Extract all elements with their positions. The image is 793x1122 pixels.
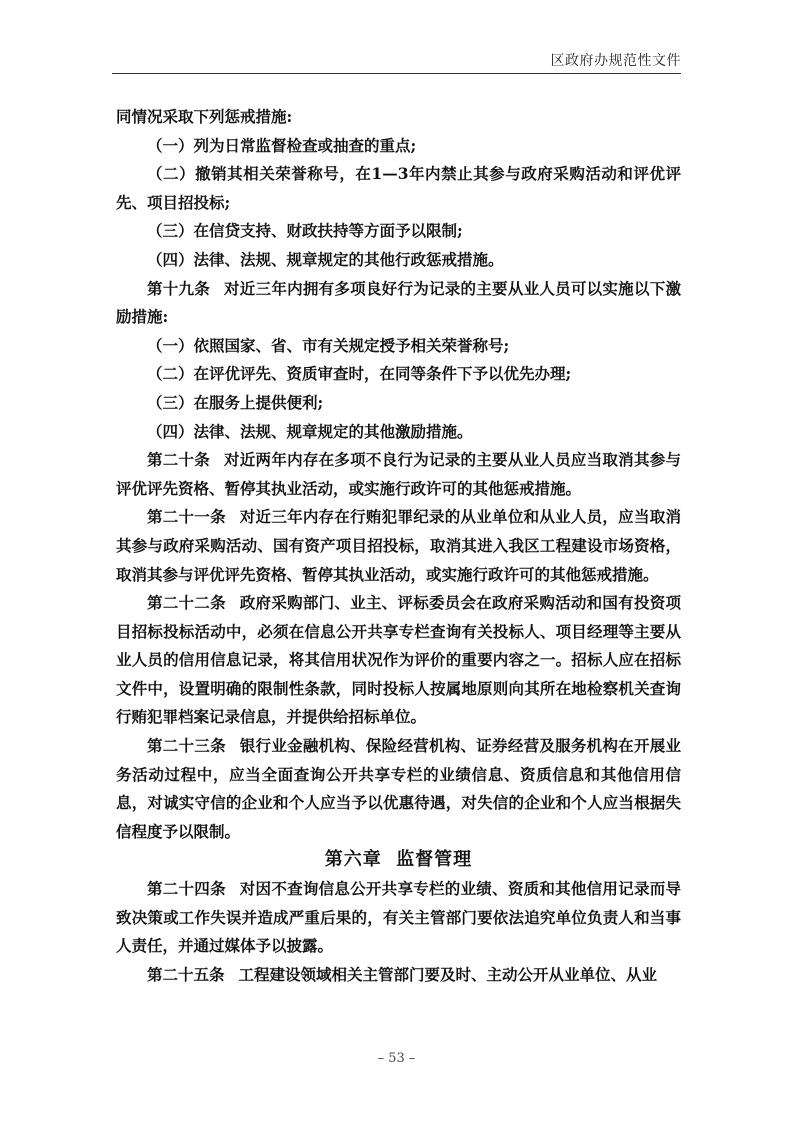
article-paragraph (116, 875, 681, 961)
paragraph-text: （二）在评优评先、资质审查时，在同等条件下予以优先办理; (147, 364, 572, 384)
page-number: – 53 – (377, 1051, 416, 1066)
paragraph-text: （一）依照国家、省、市有关规定授予相关荣誉称号; (147, 335, 510, 355)
paragraph-text: 对近三年内存在行贿犯罪纪录的从业单位和从业人员，应当取消其参与政府采购活动、国有资产项目招投标，取消其进入我区工程建设市场资格，取消其参与评优评先资格、暂停其执业活动，或实施行政许可的其他惩戒措施。 (116, 507, 681, 584)
paragraph-text: （一）列为日常监督检查或抽查的重点; (147, 135, 417, 155)
article-paragraph (116, 275, 681, 332)
header-title: 区政府办规范性文件 (550, 53, 681, 69)
article-paragraph (116, 961, 681, 990)
paragraph (116, 332, 681, 361)
paragraph-text: 对近两年内存在多项不良行为记录的主要从业人员应当取消其参与评优评先资格、暂停其执业活动，或实施行政许可的其他惩戒措施。 (116, 450, 681, 498)
paragraph-text: （四）法律、法规、规章规定的其他行政惩戒措施。 (147, 249, 504, 269)
paragraph-text: 对近三年内拥有多项良好行为记录的主要从业人员可以实施以下激励措施: (116, 278, 681, 327)
paragraph-text: （二）撤销其相关荣誉称号，在1—3年内禁止其参与政府采购活动和评优评先、项目招投标; (116, 164, 681, 212)
article-label: 第二十四条 (147, 879, 226, 899)
paragraph (116, 418, 681, 447)
paragraph (116, 360, 681, 389)
paragraph-text: （三）在信贷支持、财政扶持等方面予以限制; (147, 221, 463, 241)
article-paragraph (116, 503, 681, 589)
paragraph-text: 对因不查询信息公开共享专栏的业绩、资质和其他信用记录而导致决策或工作失误并造成严重后果的，有关主管部门要依法追究单位负责人和当事人责任，并通过媒体予以披露。 (116, 879, 681, 956)
paragraph-text: 银行业金融机构、保险经营机构、证券经营及服务机构在开展业务活动过程中，应当全面查询公开共享专栏的业绩信息、资质信息和其他信用信息，对诚实守信的企业和个人应当予以优惠待遇，对失信的企业和个人应当根据失信程度予以限制。 (116, 736, 681, 841)
paragraph (116, 246, 681, 275)
paragraph (116, 217, 681, 246)
document-body (116, 103, 681, 989)
article-label: 第二十条 (147, 450, 211, 470)
chapter-heading (116, 846, 681, 875)
paragraph-text: 工程建设领域相关主管部门要及时、主动公开从业单位、从业 (238, 964, 657, 984)
paragraphs-after-chapter (116, 875, 681, 989)
header-divider (112, 73, 681, 74)
article-label: 第二十五条 (147, 964, 225, 984)
article-paragraph (116, 732, 681, 846)
chapter-title: 监督管理 (396, 849, 473, 871)
paragraph-text: （四）法律、法规、规章规定的其他激励措施。 (147, 421, 473, 441)
paragraph (116, 160, 681, 217)
chapter-number: 第六章 (324, 849, 382, 871)
paragraph-text: 同情况采取下列惩戒措施: (116, 107, 293, 126)
paragraphs-before-chapter (116, 103, 681, 846)
page-header (112, 0, 681, 74)
article-label: 第十九条 (147, 278, 211, 298)
article-label: 第二十三条 (147, 736, 226, 756)
article-paragraph (116, 446, 681, 503)
article-paragraph (116, 589, 681, 732)
paragraph (116, 389, 681, 418)
paragraph (116, 103, 681, 132)
paragraph-text: 政府采购部门、业主、评标委员会在政府采购活动和国有投资项目招标投标活动中，必须在信息公开共享专栏查询有关投标人、项目经理等主要从业人员的信用信息记录，将其信用状况作为评价的重要内容之一。招标人应在招标文件中，设置明确的限制性条款，同时投标人按属地原则向其所在地检察机关查询行贿犯罪档案记录信息，并提供给招标单位。 (116, 593, 681, 727)
paragraph-text: （三）在服务上提供便利; (147, 392, 324, 412)
paragraph (116, 132, 681, 161)
article-label: 第二十二条 (147, 593, 226, 613)
article-label: 第二十一条 (147, 507, 226, 527)
